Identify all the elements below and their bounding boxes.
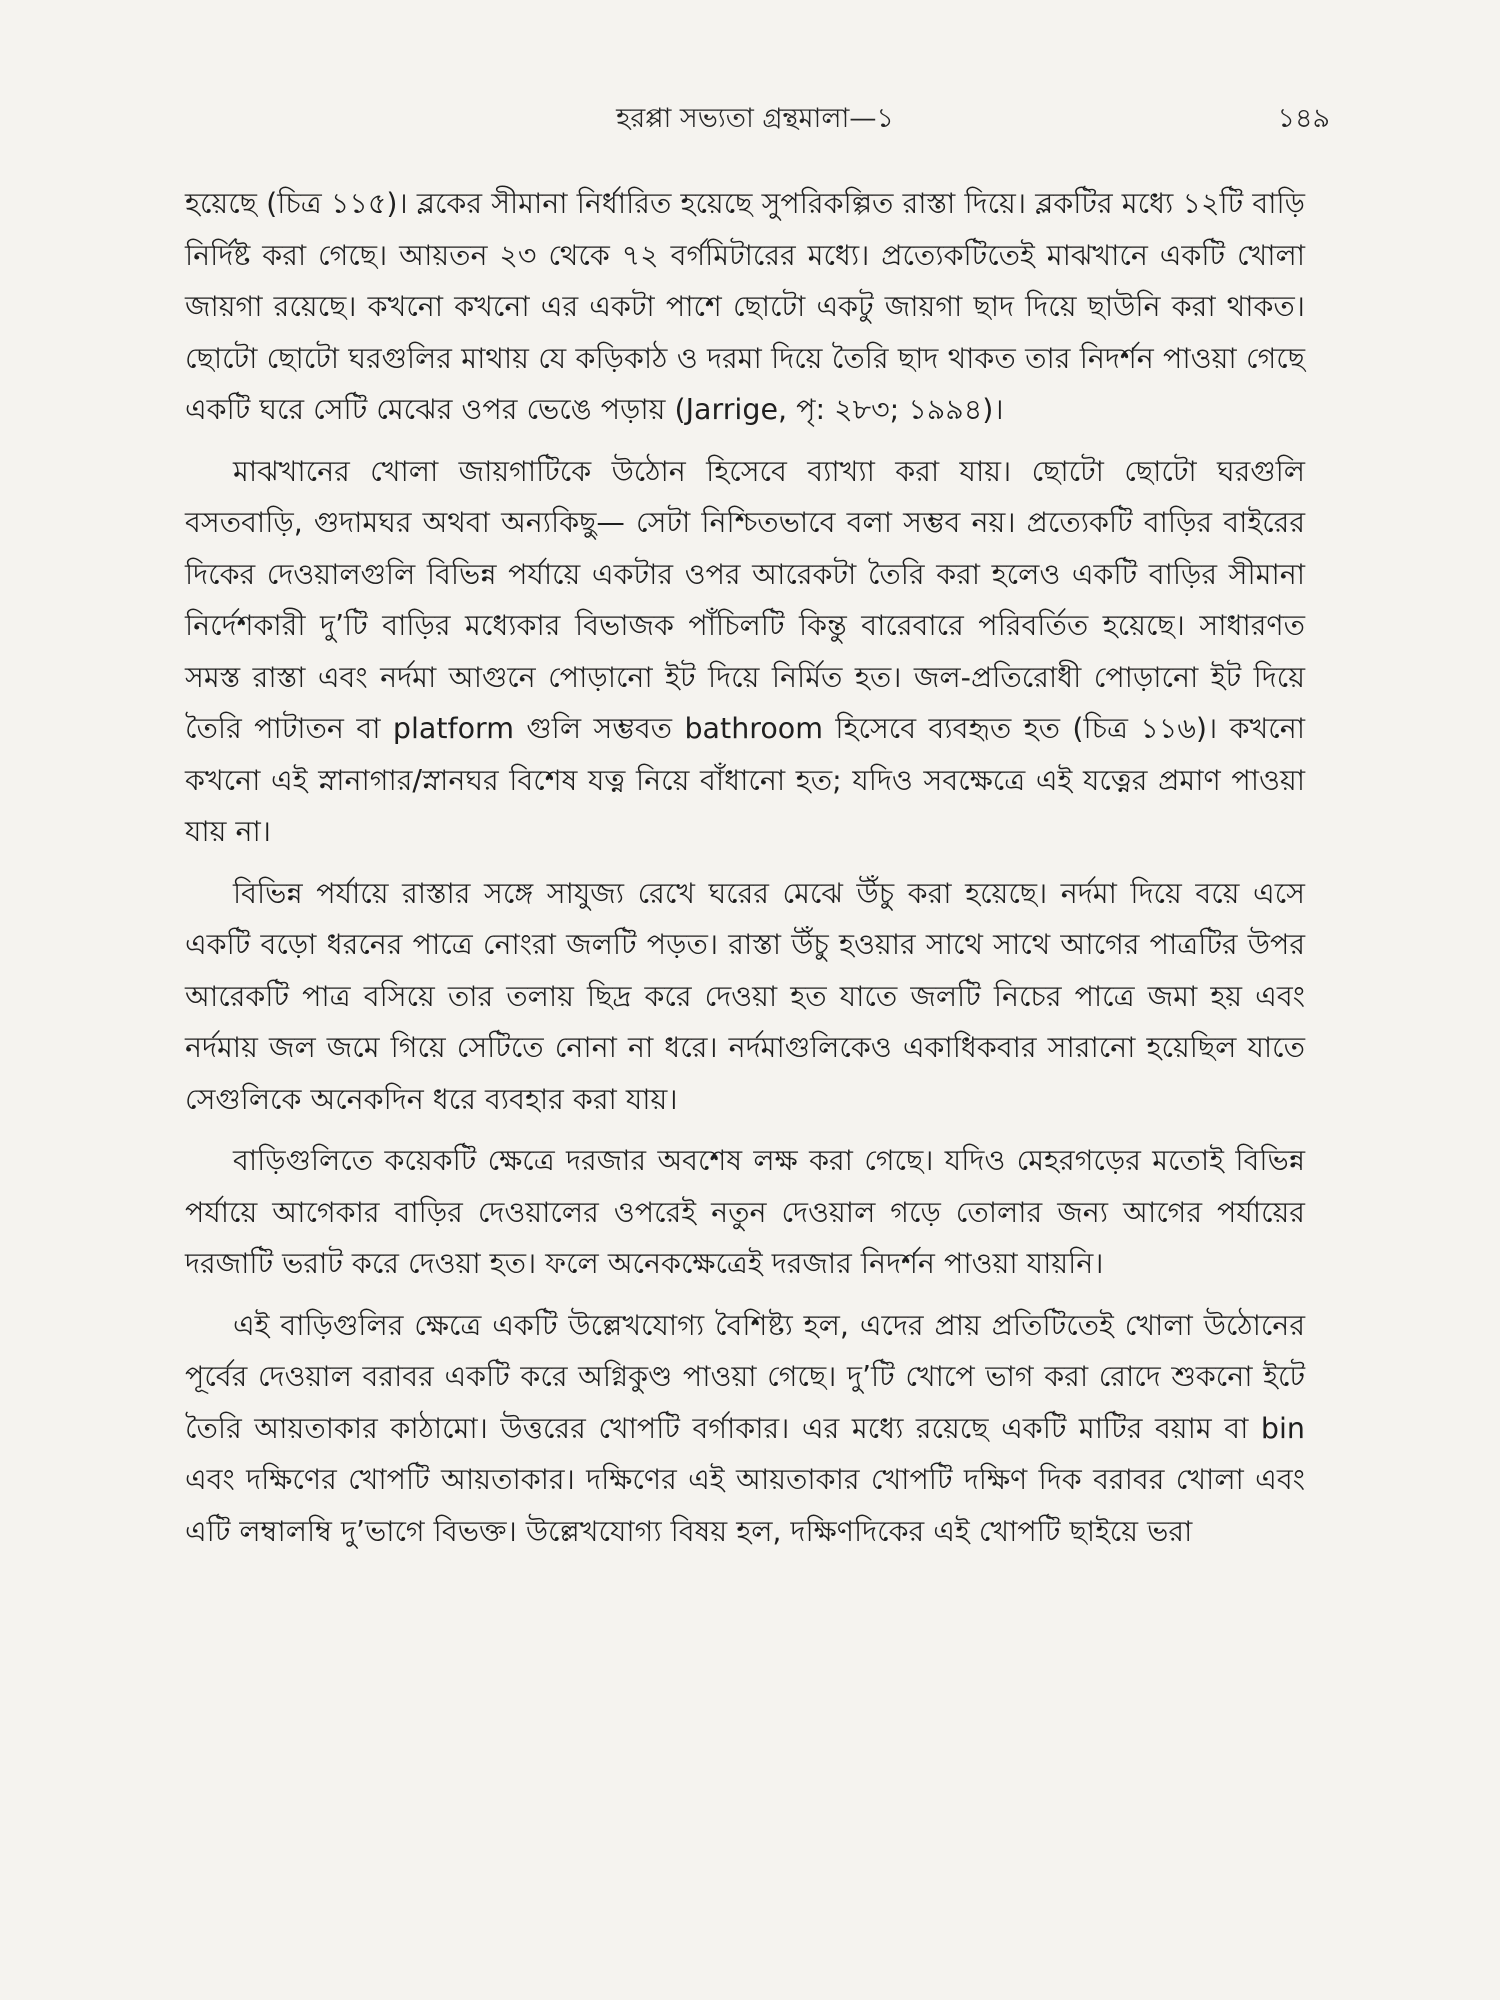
page-number: ১৪৯ [1277, 103, 1330, 134]
paragraph-2: মাঝখানের খোলা জায়গাটিকে উঠোন হিসেবে ব্যাখ্যা করা যায়। ছোটো ছোটো ঘরগুলি বসতবাড়ি, গুদামঘর অথবা অন্যকিছু— সেটা নিশ্চিতভাবে বলা সম্ভব নয়। প্রত্যেকটি বাড়ির বাইরের দিকের দেওয়ালগুলি বিভিন্ন পর্যায়ে একটার ওপর আরেকটা তৈরি করা হলেও একটি বাড়ির সীমানা নির্দেশকারী দু’টি বাড়ির মধ্যেকার বিভাজক পাঁচিলটি কিন্তু বারেবারে পরিবর্তিত হয়েছে। সাধারণত সমস্ত রাস্তা এবং নর্দমা আগুনে পোড়ানো ইট দিয়ে নির্মিত হত। জল-প্রতিরোধী পোড়ানো ইট দিয়ে তৈরি পাটাতন বা platform গুলি সম্ভবত bathroom হিসেবে ব্যবহৃত হত (চিত্র ১১৬)। কখনো কখনো এই স্নানাগার/স্নানঘর বিশেষ যত্ন নিয়ে বাঁধানো হত; যদিও সবক্ষেত্রে এই যত্নের প্রমাণ পাওয়া যায় না। [185, 454, 1305, 848]
paragraph-5: এই বাড়িগুলির ক্ষেত্রে একটি উল্লেখযোগ্য বৈশিষ্ট্য হল, এদের প্রায় প্রতিটিতেই খোলা উঠোনের পূর্বের দেওয়াল বরাবর একটি করে অগ্নিকুণ্ড পাওয়া গেছে। দু’টি খোপে ভাগ করা রোদে শুকনো ইটে তৈরি আয়তাকার কাঠামো। উত্তরের খোপটি বর্গাকার। এর মধ্যে রয়েছে একটি মাটির বয়াম বা bin এবং দক্ষিণের খোপটি আয়তাকার। দক্ষিণের এই আয়তাকার খোপটি দক্ষিণ দিক বরাবর খোলা এবং এটি লম্বালম্বি দু’ভাগে বিভক্ত। উল্লেখযোগ্য বিষয় হল, দক্ষিণদিকের এই খোপটি ছাইয়ে ভরা [185, 1308, 1305, 1548]
paragraph-1: হয়েছে (চিত্র ১১৫)। ব্লকের সীমানা নির্ধারিত হয়েছে সুপরিকল্পিত রাস্তা দিয়ে। ব্লকটির মধ্যে ১২টি বাড়ি নির্দিষ্ট করা গেছে। আয়তন ২৩ থেকে ৭২ বর্গমিটারের মধ্যে। প্রত্যেকটিতেই মাঝখানে একটি খোলা জায়গা রয়েছে। কখনো কখনো এর একটা পাশে ছোটো একটু জায়গা ছাদ দিয়ে ছাউনি করা থাকত। ছোটো ছোটো ঘরগুলির মাথায় যে কড়িকাঠ ও দরমা দিয়ে তৈরি ছাদ থাকত তার নিদর্শন পাওয়া গেছে একটি ঘরে সেটি মেঝের ওপর ভেঙে পড়ায় (Jarrige, পৃ: ২৮৩; ১৯৯৪)। [185, 187, 1305, 426]
body-text [185, 178, 1305, 1567]
running-title: হরপ্পা সভ্যতা গ্রন্থমালা—১ [616, 103, 894, 134]
paragraph-3: বিভিন্ন পর্যায়ে রাস্তার সঙ্গে সাযুজ্য রেখে ঘরের মেঝে উঁচু করা হয়েছে। নর্দমা দিয়ে বয়ে এসে একটি বড়ো ধরনের পাত্রে নোংরা জলটি পড়ত। রাস্তা উঁচু হওয়ার সাথে সাথে আগের পাত্রটির উপর আরেকটি পাত্র বসিয়ে তার তলায় ছিদ্র করে দেওয়া হত যাতে জলটি নিচের পাত্রে জমা হয় এবং নর্দমায় জল জমে গিয়ে সেটিতে নোনা না ধরে। নর্দমাগুলিকেও একাধিকবার সারানো হয়েছিল যাতে সেগুলিকে অনেকদিন ধরে ব্যবহার করা যায়। [185, 876, 1305, 1116]
paragraph-4: বাড়িগুলিতে কয়েকটি ক্ষেত্রে দরজার অবশেষ লক্ষ করা গেছে। যদিও মেহরগড়ের মতোই বিভিন্ন পর্যায়ে আগেকার বাড়ির দেওয়ালের ওপরেই নতুন দেওয়াল গড়ে তোলার জন্য আগের পর্যায়ের দরজাটি ভরাট করে দেওয়া হত। ফলে অনেকক্ষেত্রেই দরজার নিদর্শন পাওয়া যায়নি। [185, 1144, 1305, 1280]
running-head [180, 98, 1330, 138]
